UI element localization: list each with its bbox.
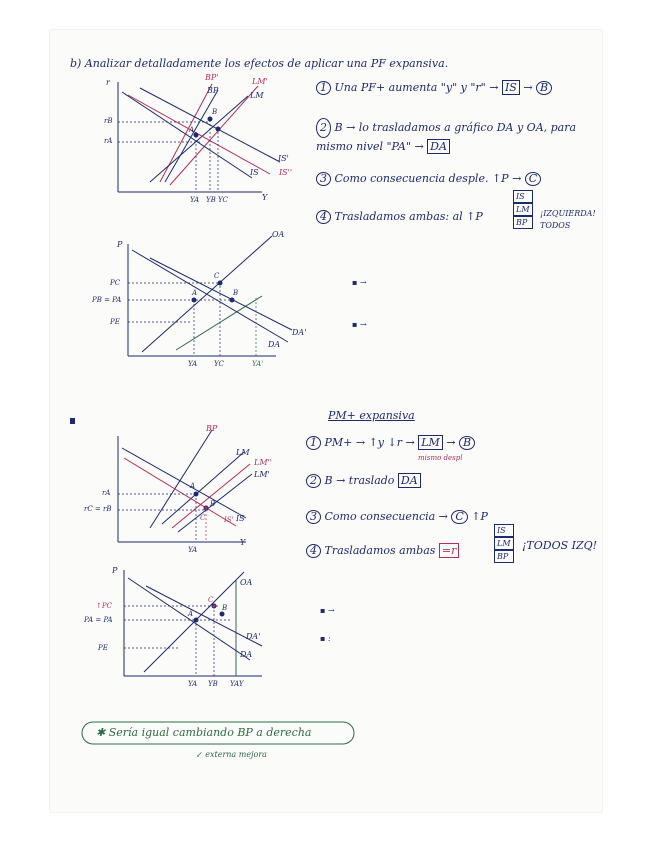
g3-label-rc-rb: rC = rB [84, 505, 112, 513]
g2-label-ya-prime: YA' [252, 360, 264, 368]
g3-label-bp: BP [206, 424, 218, 433]
g4-label-pe: PE [98, 644, 108, 652]
pm-step-2: 2 B → traslado DA [306, 474, 421, 488]
g2-label-pc: PC [110, 279, 121, 287]
page-title: b) Analizar detalladamente los efectos de aplicar una PF expansiva. [70, 57, 449, 70]
g3-label-ya: YA [188, 546, 198, 554]
pm-step-4: 4 Trasladamos ambas =r [306, 544, 459, 558]
pm-step-3: 3 Como consecuencia → C ↑P [306, 510, 488, 524]
g4-label-pa: PA = PA [84, 616, 113, 624]
g2-label-ya: YA [188, 360, 198, 368]
g1-label-bp-prime: BP' [205, 73, 219, 82]
g4-label-p: P [112, 566, 118, 575]
pm-step-1: 1 PM+ → ↑y ↓r → LM → B [306, 436, 475, 450]
g1-label-y: Y [262, 193, 268, 202]
footer-sub: ↙ externa mejora [196, 750, 267, 759]
pm-step-4-note: ¡TODOS IZQ! [522, 539, 598, 552]
pf-step-2: 2 B → lo trasladamos a gráfico DA y OA, para mismo nivel "PA" → DA [316, 118, 596, 156]
pf-step-1: 1 Una PF+ aumenta "y" y "r" → IS → B [316, 81, 552, 95]
g4-point-b: B [222, 604, 228, 612]
pm-heading: PM+ expansiva [328, 409, 415, 422]
g1-label-lm: LM [250, 91, 264, 100]
g3-point-a: A [190, 482, 196, 490]
g1-label-rb: rB [104, 117, 113, 125]
g4-label-da: DA [240, 650, 253, 659]
g4-point-a: A [188, 610, 194, 618]
pf-interna: ▪ → [352, 320, 367, 329]
g1-label-yb: YB [206, 196, 216, 204]
g2-point-a: A [192, 289, 198, 297]
g2-point-c: C [214, 272, 220, 280]
g3-label-is-prime: IS' [224, 516, 234, 524]
g1-point-a: A [189, 126, 195, 134]
g2-label-p: P [117, 240, 123, 249]
g4-point-c: C [208, 596, 214, 604]
pm-externa: ▪ → [320, 606, 335, 615]
g4-label-yb: YB [208, 680, 218, 688]
g2-label-yc: YC [214, 360, 224, 368]
pm-interna: ▪ : [320, 634, 331, 643]
pm-step-4-stack: IS LM BP [494, 524, 514, 563]
g4-label-oa: OA [240, 578, 253, 587]
g2-label-da-prime: DA' [292, 328, 307, 337]
g1-label-yc: YC [218, 196, 228, 204]
g3-label-lm-prime: LM' [254, 470, 270, 479]
g3-label-lm: LM [236, 448, 250, 457]
g2-label-da: DA [268, 340, 281, 349]
pf-step-4-stack: IS LM BP [513, 190, 533, 229]
g2-point-b: B [233, 289, 239, 297]
g1-label-is-prime: IS' [278, 154, 289, 163]
g3-label-ra: rA [102, 489, 111, 497]
pf-externa: ▪ → [352, 278, 367, 287]
pf-step-4-note: ¡IZQUIERDA! TODOS [540, 209, 596, 230]
g2-label-pb-pa: PB = PA [92, 296, 122, 304]
g4-label-ya: YA [188, 680, 198, 688]
g3-label-lm-dprime: LM'' [254, 458, 272, 467]
g1-label-r: r [106, 78, 110, 87]
g1-label-bp: BP [207, 86, 219, 95]
footer-note: ✱ Sería igual cambiando BP a derecha [96, 726, 312, 739]
g4-label-pc: ↑PC [96, 602, 112, 610]
g1-label-ra: rA [104, 137, 113, 145]
g1-label-is-dprime: IS'' [279, 168, 293, 177]
g4-label-da-prime: DA' [246, 632, 261, 641]
g3-label-y: Y [240, 538, 246, 547]
g1-label-lm-prime: LM' [252, 77, 268, 86]
g1-label-ya: YA [190, 196, 200, 204]
g3-point-c: C [200, 514, 206, 522]
g1-label-is: IS [250, 168, 259, 177]
g4-label-yay: YAY [230, 680, 244, 688]
g3-point-b: B [210, 500, 216, 508]
pf-step-3: 3 Como consecuencia desple. ↑P → C [316, 172, 541, 186]
g2-label-pe: PE [110, 318, 120, 326]
pf-step-4: 4 Trasladamos ambas: al ↑P [316, 210, 483, 224]
pm-step-1-note: mismo despl [418, 454, 463, 462]
g1-point-b: B [212, 108, 218, 116]
g2-label-oa: OA [272, 230, 285, 239]
g3-label-is: IS [236, 514, 245, 523]
